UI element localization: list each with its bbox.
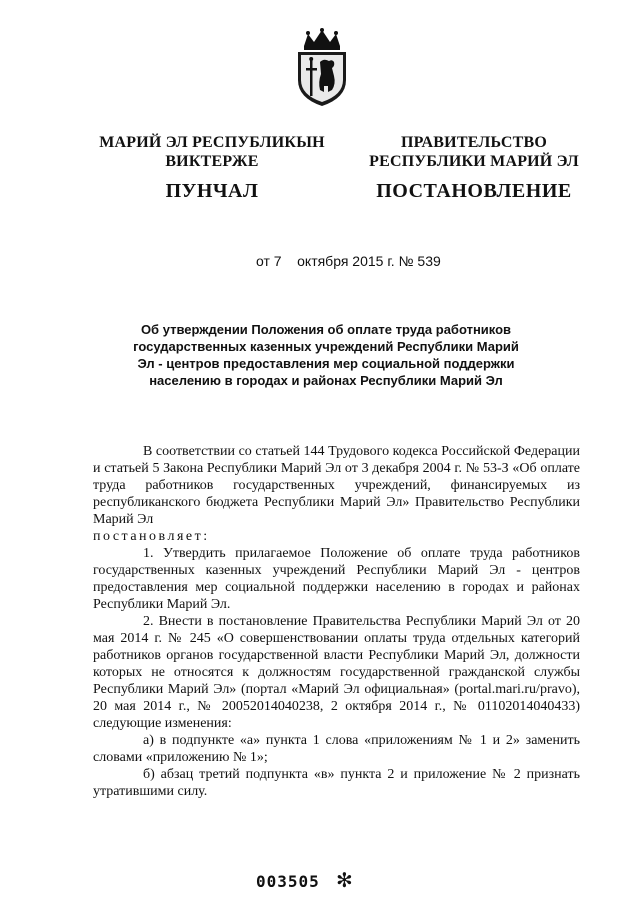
document-body bbox=[93, 443, 580, 800]
paragraph-2b: б) абзац третий подпункта «в» пункта 2 и приложение № 2 признать утратившими силу. bbox=[93, 767, 580, 799]
document-title: Об утверждении Положения об оплате труда работников государственных казенных учреждений Республики Марий Эл - центров предоставления мер социальной поддержки населению в городах и районах Республики Марий Эл bbox=[133, 322, 519, 388]
coat-of-arms-emblem bbox=[294, 28, 350, 108]
header-left-block bbox=[82, 133, 342, 203]
form-serial-number: 003505 bbox=[256, 872, 320, 891]
intro-paragraph: В соответствии со статьей 144 Трудового кодекса Российской Федерации и статьей 5 Закона Республики Марий Эл от 3 декабря 2004 г. № 53-З «Об оплате труда работников государственных учреждений, финансируемых из республиканского бюджета Республики Марий Эл» Правительство Республики Марий Эл bbox=[93, 444, 580, 527]
header-right-block bbox=[344, 133, 604, 203]
header-right-doc-type: ПОСТАНОВЛЕНИЕ bbox=[376, 180, 572, 202]
document-date-number: от 7 октября 2015 г. № 539 bbox=[256, 253, 441, 269]
decree-word: постановляет: bbox=[93, 529, 210, 544]
header-right-line2: РЕСПУБЛИКИ МАРИЙ ЭЛ bbox=[369, 153, 579, 170]
header-left-doc-type: ПУНЧАЛ bbox=[165, 180, 259, 202]
paragraph-2a: а) в подпункте «а» пункта 1 слова «приложениям № 1 и 2» заменить словами «приложению № 1»; bbox=[93, 733, 580, 765]
header-right-line1: ПРАВИТЕЛЬСТВО bbox=[400, 134, 548, 151]
paragraph-1: 1. Утвердить прилагаемое Положение об оплате труда работников государственных казенных учреждений Республики Марий Эл - центров предоставления мер социальной поддержки населению в городах и районах Республики Марий Эл. bbox=[93, 546, 580, 612]
footer-star-mark: ✻ bbox=[336, 868, 353, 892]
paragraph-2: 2. Внести в постановление Правительства Республики Марий Эл от 20 мая 2014 г. № 245 «О совершенствовании оплаты труда отдельных категорий работников органов государственной власти Республики Марий Эл, должности которых не относятся к должностям государственной гражданской службы Республики Марий Эл» (портал «Марий Эл официальная» (portal.mari.ru/pravo), 20 мая 2014 г., № 20052014040238, 2 октября 2014 г., № 01102014040433) следующие изменения: bbox=[93, 614, 580, 731]
header-left-line2: ВИКТЕРЖЕ bbox=[165, 153, 259, 170]
header-left-line1: МАРИЙ ЭЛ РЕСПУБЛИКЫН bbox=[99, 134, 325, 151]
